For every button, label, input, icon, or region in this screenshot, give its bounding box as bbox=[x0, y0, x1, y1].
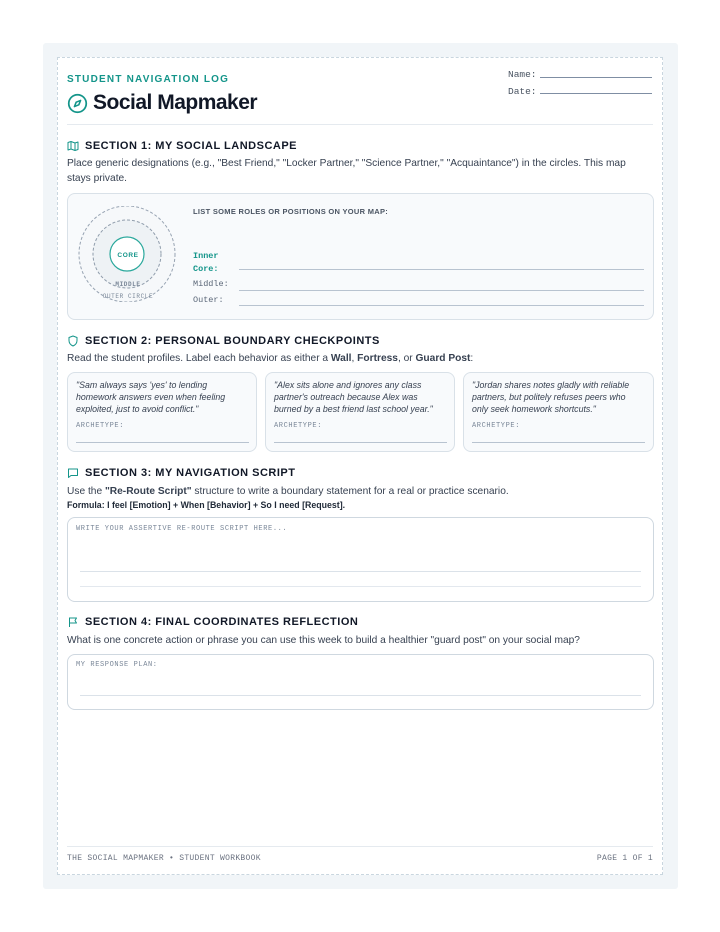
flag-icon bbox=[67, 616, 79, 628]
date-field[interactable] bbox=[540, 92, 652, 94]
worksheet-page bbox=[57, 57, 663, 875]
section4-intro: What is one concrete action or phrase you can use this week to build a healthier "guard post" on your social map? bbox=[67, 635, 580, 646]
script-formula: Formula: I feel [Emotion] + When [Behavior] + So I need [Request]. bbox=[67, 500, 346, 510]
header-divider bbox=[67, 124, 653, 125]
archetype-line[interactable] bbox=[472, 442, 645, 443]
profile-card bbox=[265, 372, 455, 452]
script-placeholder: WRITE YOUR ASSERTIVE RE-ROUTE SCRIPT HERE... bbox=[76, 525, 288, 533]
social-map-panel bbox=[67, 193, 654, 320]
response-textarea[interactable] bbox=[67, 654, 654, 710]
section1-heading bbox=[67, 140, 297, 152]
profile-quote: "Jordan shares notes gladly with reliable partners, but politely refuses peers who only seek homework shortcuts." bbox=[472, 380, 630, 414]
response-line bbox=[80, 695, 641, 696]
roles-list-title: LIST SOME ROLES OR POSITIONS ON YOUR MAP: bbox=[193, 207, 389, 216]
section3-intro bbox=[67, 484, 652, 499]
term-sep-1: , bbox=[351, 353, 358, 364]
core-label: CORE bbox=[117, 252, 139, 259]
archetype-line[interactable] bbox=[76, 442, 249, 443]
date-label: Date: bbox=[508, 86, 537, 97]
name-label: Name: bbox=[508, 69, 537, 80]
response-placeholder: MY RESPONSE PLAN: bbox=[76, 661, 158, 669]
section4-heading bbox=[67, 616, 358, 628]
inner-core-line[interactable] bbox=[239, 269, 644, 270]
outer-label: Outer: bbox=[193, 295, 224, 305]
term-wall: Wall bbox=[330, 353, 352, 364]
section3-intro-prefix: Use the bbox=[67, 486, 105, 497]
name-field[interactable] bbox=[540, 76, 652, 78]
section2-title: SECTION 2: PERSONAL BOUNDARY CHECKPOINTS bbox=[85, 335, 380, 347]
section2-intro-prefix: Read the student profiles. Label each behavior as either a bbox=[67, 353, 331, 364]
outer-circle-label: OUTER CIRCLE bbox=[102, 293, 154, 300]
page-title: Social Mapmaker bbox=[93, 91, 258, 114]
footer-divider bbox=[67, 846, 653, 847]
archetype-label: ARCHETYPE: bbox=[472, 422, 521, 430]
footer-page-number: PAGE 1 OF 1 bbox=[596, 854, 653, 863]
shield-icon bbox=[67, 335, 79, 347]
term-sep-2: , or bbox=[397, 353, 416, 364]
middle-circle-label: MIDDLE bbox=[115, 281, 141, 288]
middle-line[interactable] bbox=[239, 290, 644, 291]
message-icon bbox=[67, 467, 79, 479]
inner-core-label-2: Core: bbox=[193, 264, 219, 274]
profile-card bbox=[463, 372, 654, 452]
section1-intro: Place generic designations (e.g., "Best Friend," "Locker Partner," "Science Partner," "Acquaintance") in the circles. This map stays private. bbox=[67, 158, 626, 184]
script-textarea[interactable] bbox=[67, 517, 654, 602]
page-kicker: STUDENT NAVIGATION LOG bbox=[67, 74, 230, 85]
footer-left: THE SOCIAL MAPMAKER • STUDENT WORKBOOK bbox=[67, 854, 261, 863]
section2-intro bbox=[67, 351, 652, 366]
section3-intro-suffix: structure to write a boundary statement for a real or practice scenario. bbox=[191, 486, 509, 497]
middle-label: Middle: bbox=[193, 279, 229, 289]
section3-title: SECTION 3: MY NAVIGATION SCRIPT bbox=[85, 467, 296, 479]
archetype-line[interactable] bbox=[274, 442, 447, 443]
script-line bbox=[80, 571, 641, 572]
section2-intro-suffix: : bbox=[470, 353, 474, 364]
outer-line[interactable] bbox=[239, 305, 644, 306]
profile-quote: "Alex sits alone and ignores any class partner's outreach because Alex was burned by a best friend last school year." bbox=[274, 380, 433, 414]
compass-icon bbox=[67, 93, 88, 114]
profile-card bbox=[67, 372, 257, 452]
section4-title: SECTION 4: FINAL COORDINATES REFLECTION bbox=[85, 616, 359, 628]
profile-quote: "Sam always says 'yes' to lending homework answers even when feeling exploited, just to avoid conflict." bbox=[76, 380, 226, 414]
page-title-row bbox=[67, 91, 257, 115]
archetype-label: ARCHETYPE: bbox=[274, 422, 323, 430]
section3-heading bbox=[67, 467, 295, 479]
section1-title: SECTION 1: MY SOCIAL LANDSCAPE bbox=[85, 140, 298, 152]
term-fortress: Fortress bbox=[357, 353, 398, 364]
archetype-label: ARCHETYPE: bbox=[76, 422, 125, 430]
script-line bbox=[80, 586, 641, 587]
section2-heading bbox=[67, 335, 380, 347]
inner-core-label-1: Inner bbox=[193, 251, 219, 261]
term-guard-post: Guard Post bbox=[415, 353, 471, 364]
map-icon bbox=[67, 140, 79, 152]
re-route-script-term: "Re-Route Script" bbox=[104, 486, 192, 497]
